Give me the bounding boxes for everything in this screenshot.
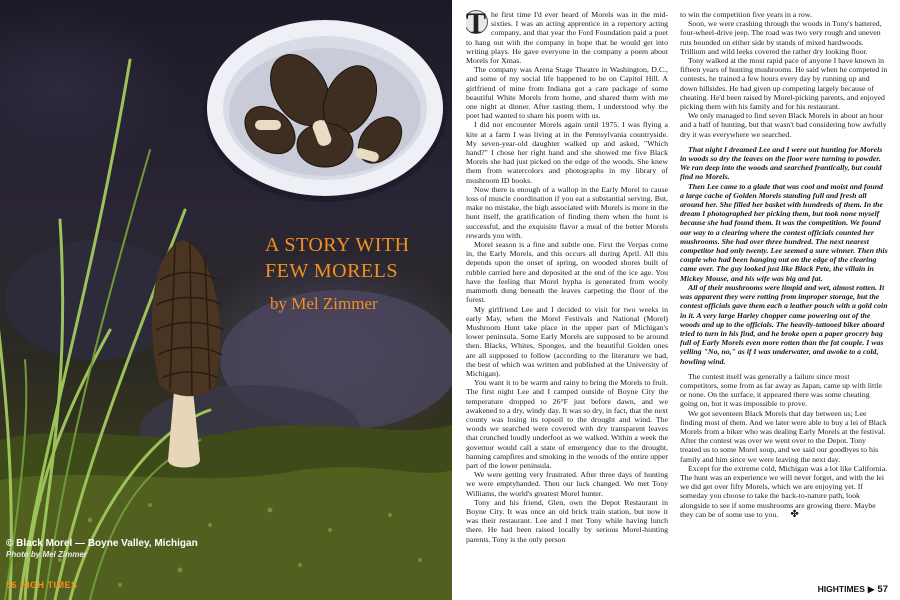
bowl-of-morels (203, 18, 447, 202)
drop-cap: T (466, 10, 486, 40)
magazine-name: HIGHTIMES (817, 584, 865, 594)
paragraph: Now there is enough of a wallop in the Early Morel to cause loss of muscle coordination if you eat a substantial serving. But, make no mistake, the high associated with Morels is more in the hunt itself, the gratification of finding them when the hunt is successful, and the exquisite flavor a meal of the better Morels rewards you with. (466, 184, 668, 240)
paragraph: to win the competition five years in a row. (680, 10, 812, 19)
paragraph: You want it to be warm and rainy to bring the Morels to fruit. The first night Lee and I camped outside of Boyne City the temperature dropped to 26°F just before dawn, and we awakened to a dry, windy day. It was so dry, in fact, that the next county was losing its topsoil to the drought and wind. The woods we searched were covered with dry transparent leaves that crunched loudly underfoot as we walked. Within a week the governor would call a state of emergency due to the drought, banning campfires and smoking in the woods of the entire upper part of the lower peninsula. (466, 378, 668, 470)
triangle-arrow-icon: ▶ (867, 584, 875, 594)
story-byline: by Mel Zimmer (270, 294, 378, 313)
paragraph: My girlfriend Lee and I decided to visit for two weeks in early May, when the Morel Festivals and National (Morel) Mushroom Hunt take place in the upper part of Michigan's lower peninsula. Some Early Morels are supposed to be around then. Blacks, Whites, Sponges, and the beautiful Golden ones are all supposed to follow (according to the literature we had, the best of which was written and published at the University of Michigan). (466, 304, 668, 378)
story-title (265, 232, 445, 284)
paragraph: We got seventeen Black Morels that day between us; Lee finding most of them. And we later were able to buy a lei of Black Morels from a biker who was dealing Early Morels at the festival. After the contest was over we went over to the Depot. Tony treated us to some Morel soup, and we said our goodbyes to his family and him since we were leaving the next day. (680, 408, 887, 464)
article-column-2 (680, 10, 888, 578)
dream-paragraph: That night I dreamed Lee and I were out hunting for Morels in woods so dry the leaves on the floor were turning to powder. We ran deep into the woods and searched frantically, but could find no Morels. (680, 144, 883, 182)
paragraph: he first time I'd ever heard of Morels was in the mid-sixties. I was an acting apprentice in a repertory acting company, and that year the Ford Foundation paid a poet to hang out with the company in hope that he would get into writing plays. He gave everyone in the company a poem about Morels for Xmas. (466, 10, 668, 66)
paragraph: Morel season is a fine and subtle one. First the Verpas come in, the Early Morels, and this occurs all during April. All this depends upon the onset of spring, on wooded shores built of rubble carried here and deposited at the end of the ice age. You have the feeling that Morel hypha is generated from wooly mammoth dung beneath the leaves carpeting the floor of the forest. (466, 240, 668, 305)
paragraph: We were getting very frustrated. After three days of hunting we were emptyhanded. Then our luck changed. We met Tony Williams, the world's greatest Morel hunter. (466, 470, 668, 498)
paragraph (680, 464, 888, 519)
paragraph: Tony walked at the most rapid pace of anyone I have known in fifteen years of hunting mushrooms. He said when he competed in contests, he trained a few hours every day by running up and down hillsides. He had given up competing largely because of cheating. He'd been raised by Morel-picking parents, and enjoyed picking them with his family and for his restaurant. (680, 56, 888, 112)
paragraph: Soon, we were crashing through the woods in Tony's battered, four-wheel-drive jeep. The road was two very rough and uneven ruts bounded on either side by stands of mixed hardwoods. Trillium and wild leeks covered the rather dry looking floor. (680, 19, 882, 56)
paragraph: The company was Arena Stage Theatre in Washington, D.C., and some of my social life happened to be on Capitol Hill. A girlfriend of mine from Indiana got a care package of some beautiful White Morels from home, and shared them with me one night at dinner. After tasting them, I understood why the poet had wanted to share his poem with us. (466, 65, 668, 121)
page-number: 57 (877, 584, 888, 595)
end-mark-icon: ✤ (790, 508, 799, 520)
photo-credit: Photo by Mel Zimmer (6, 550, 87, 559)
page-folio-right (818, 584, 888, 595)
paragraph: Tony and his friend, Glen, own the Depot Restaurant in Boyne City. It was once an old brick train station, but now it was their restaurant. Lee and I met Tony while having lunch there. He had been raised locally by serious Morel-hunting parents. Tony is the only person (466, 497, 668, 544)
paragraph: We only managed to find seven Black Morels in about an hour and a half of hunting, but that wasn't bad considering how awfully dry it was everywhere we searched. (680, 111, 887, 139)
paragraph-text: Except for the extreme cold, Michigan was a lot like California. The hunt was an experience we will never forget, and with the lei we did get over fifty Morels, which we are enjoying yet. If someday you choose to take the back-to-nature path, look alongside to see if some mushrooms are growing there. Maybe they can be of some use to you. (680, 463, 888, 519)
text-page (452, 0, 900, 600)
page-folio-left: 56 HIGH TIMES (6, 580, 78, 590)
story-title-line1: A STORY WITH (265, 234, 410, 256)
story-title-line2: FEW MORELS (265, 260, 398, 282)
dream-paragraph: All of their mushrooms were limpid and wet, almost rotten. It was apparent they were rotting from improper storage, but the contest officials gave them each a leather pouch with a gold coin in it. A very large Harley chopper came powering out of the woods and up to the officials. The heavily-tattooed biker aboard tried to turn in his find, and he broke open a paper grocery bag full of Early Morels even more rotten than the fat couple. I was yelling "No, no," as if I was underwater, and awoke to a cold, howling wind. (680, 282, 888, 366)
paragraph: The contest itself was generally a failure since most competitors, some from as far away as Japan, came up with little or none. On the surface, it appeared there was some cheating going on, but it was impossible to prove. (680, 371, 883, 409)
paragraph: I did not encounter Morels again until 1975. I was flying a kite at a farm I was living at in the Pennsylvania countryside. My seven-year-old daughter walked up and asked, "Which hand?" I chose her right hand and she showed me five Black Morels she had just picked on the edge of the woods. She knew them from watercolors and photographs in my library of mushroom ID books. (466, 120, 668, 185)
photo-caption: © Black Morel — Boyne Valley, Michigan (6, 538, 198, 549)
dream-paragraph: Then Lee came to a glade that was cool and moist and found a large cache of Golden Morels standing full and fresh all around her. She filled her basket with hundreds of them. In the dream I photographed her picking them, but took none myself because she had found them. It was the competition. We found our way to a clearing where the contest officials counted her mushrooms. She had over three hundred. The next nearest competitor had only twenty. Lee seemed a sure winner. Then this couple who had been hanging out on the edge of the clearing came over. The guy looked just like Black Pete, the villain in Mickey Mouse, and his wife was big and fat. (680, 181, 888, 283)
article-column-1 (466, 10, 668, 578)
